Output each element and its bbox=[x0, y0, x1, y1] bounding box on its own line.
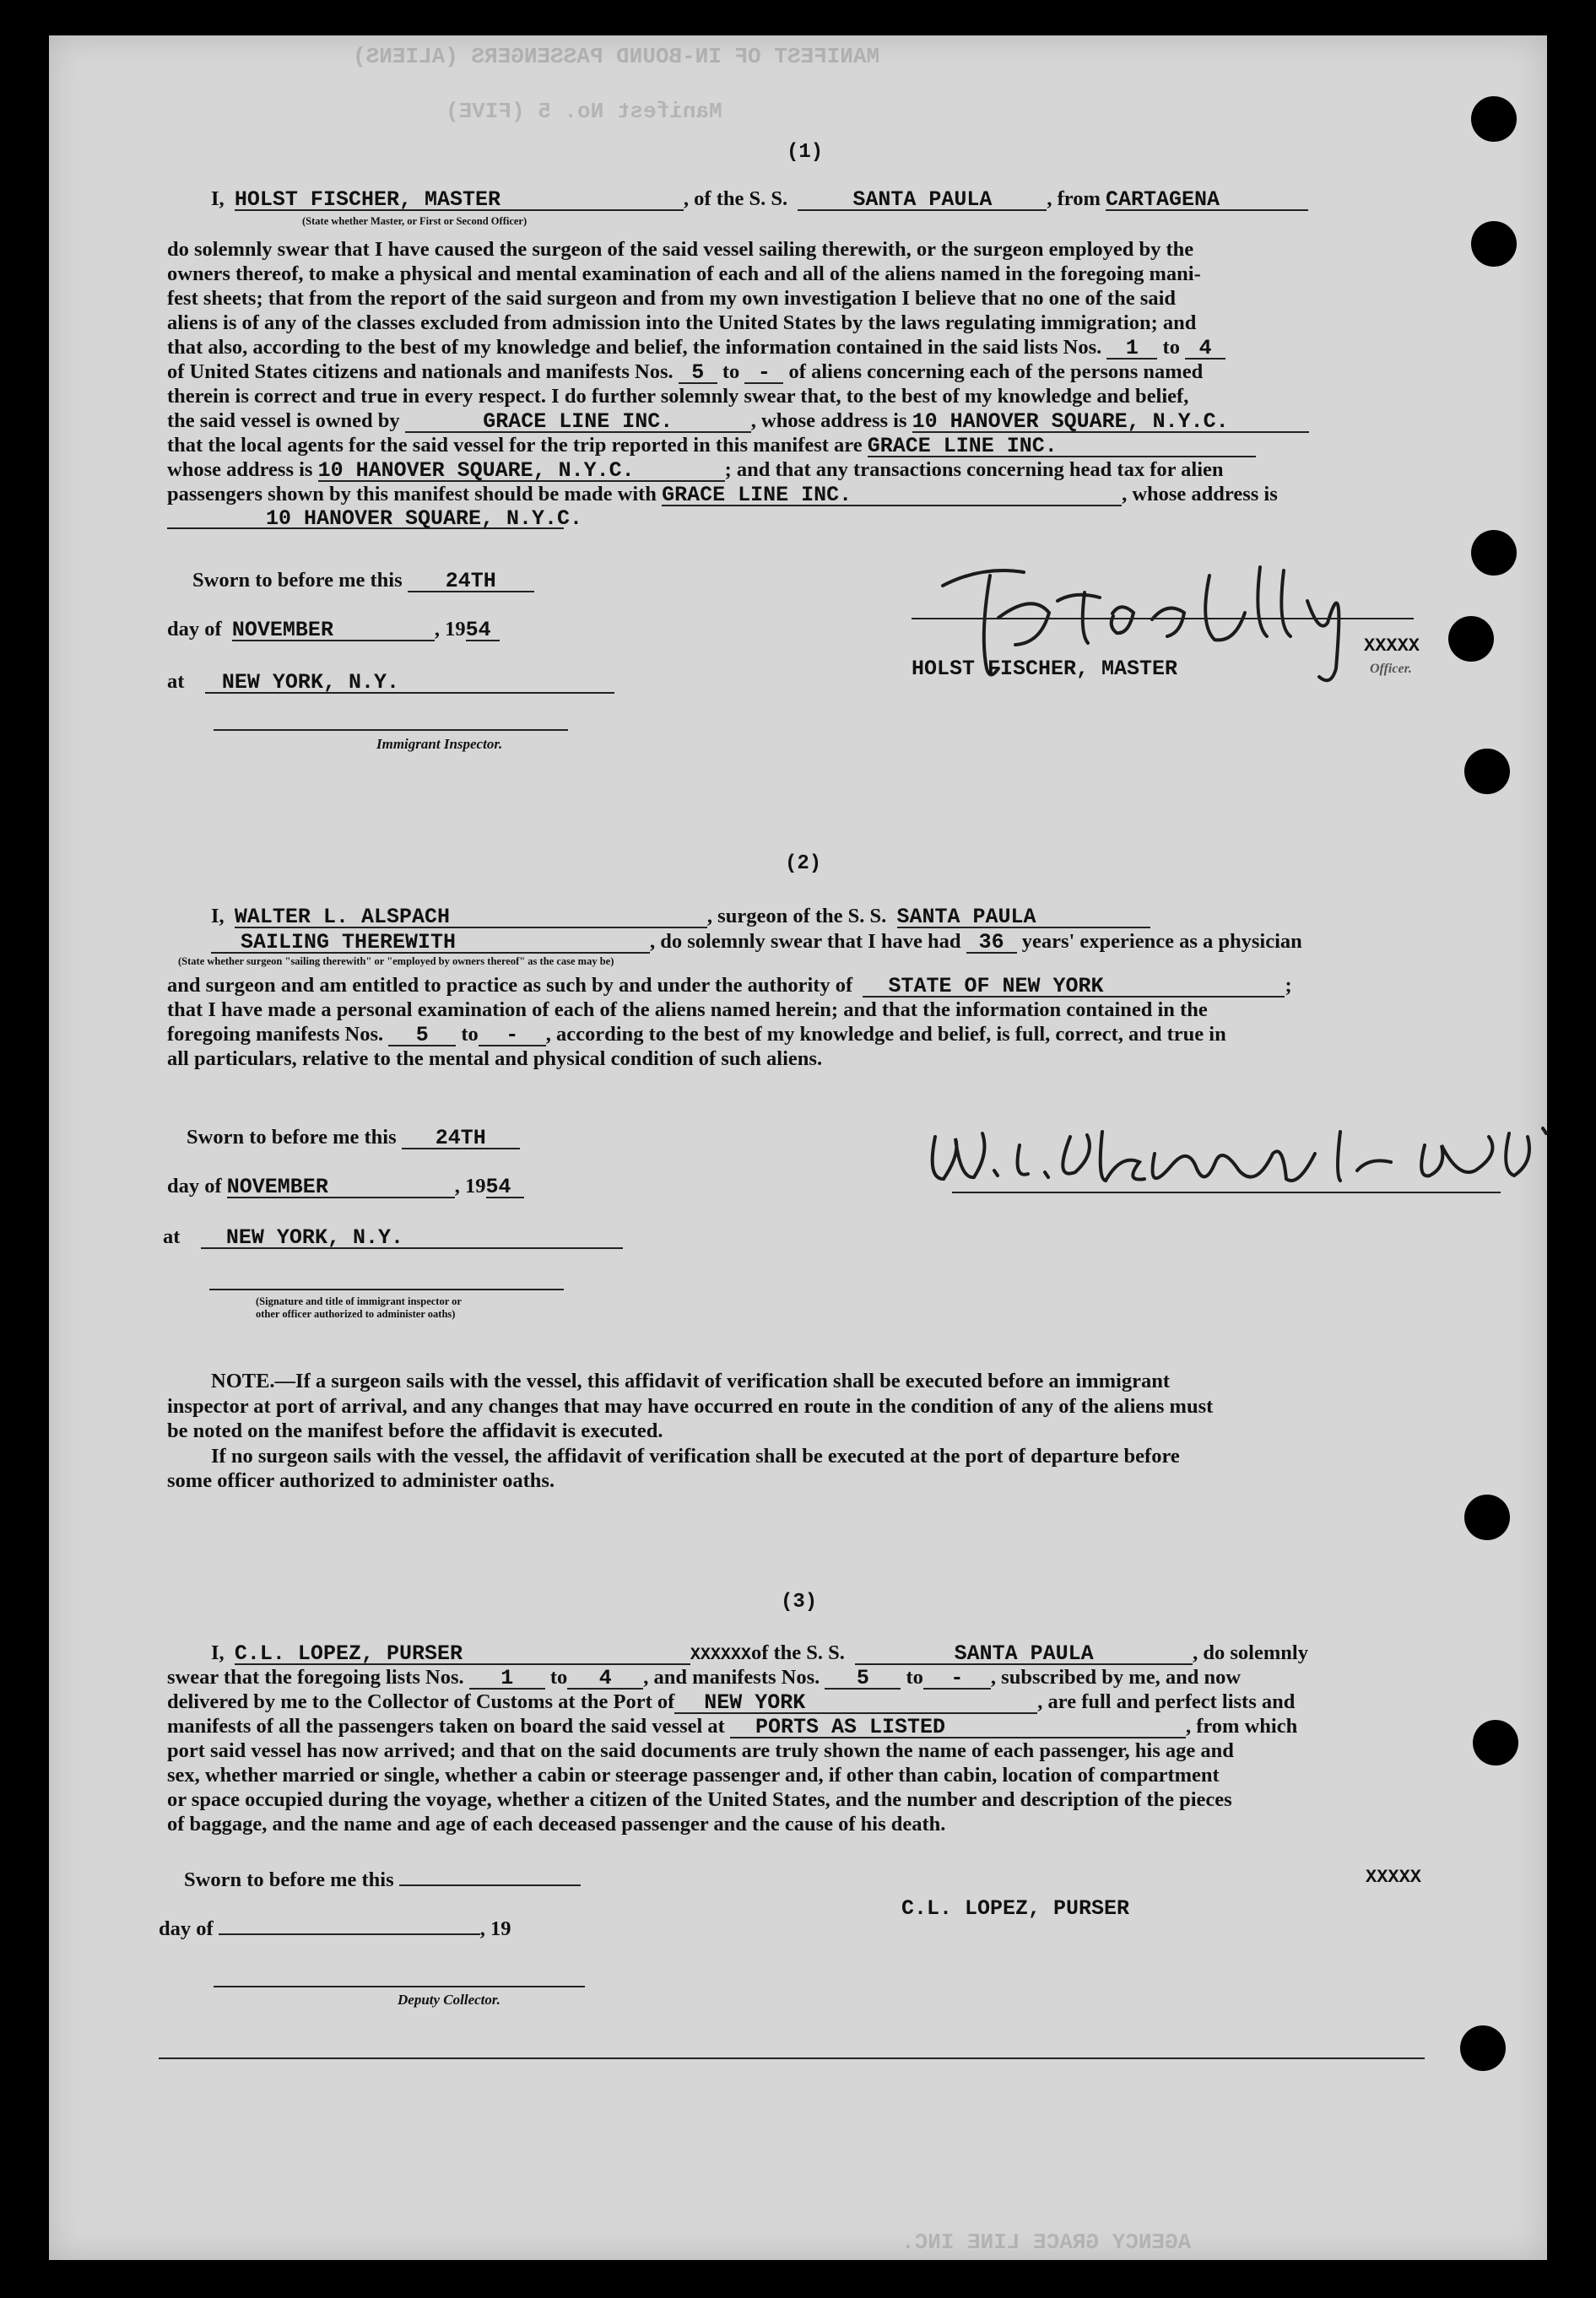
head-tax-address: 10 HANOVER SQUARE, N.Y.C. bbox=[266, 506, 583, 531]
purser-name: C.L. LOPEZ, PURSER bbox=[235, 1645, 690, 1665]
s1-text-2: owners thereof, to make a physical and mental examination of each and all of the aliens named in the foregoing mani- bbox=[167, 262, 1201, 285]
s3-text-6: sex, whether married or single, whether a cabin or steerage passenger and, if other than cabin, location of compartment bbox=[167, 1764, 1220, 1787]
s1-text-1: do solemnly swear that I have caused the surgeon of the said vessel sailing therewith, or the surgeon employed by the bbox=[167, 238, 1194, 261]
surgeon-capacity: SAILING THEREWITH bbox=[211, 933, 650, 954]
s3-sworn: Sworn to before me this bbox=[184, 1868, 581, 1892]
s3-text-3: delivered by me to the Collector of Customs at the Port of NEW YORK , are full and perfect lists and bbox=[167, 1690, 1296, 1715]
punch-hole bbox=[1471, 96, 1517, 142]
s3-text-7: or space occupied during the voyage, whether a citizen of the United States, and the number and description of the pieces bbox=[167, 1788, 1232, 1811]
s2-signature-rule bbox=[209, 1289, 564, 1290]
lists-to: 4 bbox=[1185, 339, 1225, 360]
master-signer: HOLST FISCHER, MASTER bbox=[912, 657, 1178, 681]
s3-text-2: swear that the foregoing lists Nos. 1 to 4 , and manifests Nos. 5 to - , subscribed by me, and now bbox=[167, 1666, 1242, 1690]
master-signature-rule bbox=[912, 618, 1414, 619]
collector-rule bbox=[214, 1986, 585, 1987]
s1-text-9: that the local agents for the said vessel for the trip reported in this manifest are GRACE LINE INC. bbox=[167, 434, 1256, 457]
punch-hole bbox=[1471, 221, 1517, 267]
s2-text-5: all particulars, relative to the mental and physical condition of such aliens. bbox=[167, 1047, 823, 1070]
address-rule bbox=[167, 527, 564, 529]
punch-hole bbox=[1471, 530, 1517, 576]
s2-note: NOTE.—If a surgeon sails with the vessel, this affidavit of verification shall be executed before an immigrant inspector at port of arrival, and any changes that may have occurred en route in the condition of any of the aliens must be noted on the manifest before the affidavit is executed. If no surgeon sails with the vessel, the affidavit of verification shall be executed at the port of departure before some officer authorized to administer oaths. bbox=[167, 1370, 1214, 1492]
s1-place: NEW YORK, N.Y. bbox=[205, 673, 614, 694]
deputy-collector-label: Deputy Collector. bbox=[398, 1992, 500, 2008]
s3-lists-from: 1 bbox=[469, 1669, 545, 1690]
lists-from: 1 bbox=[1106, 339, 1157, 360]
s1-sworn-day: 24TH bbox=[408, 572, 534, 592]
s2-at: at NEW YORK, N.Y. bbox=[163, 1225, 623, 1249]
vessel-owner: GRACE LINE INC. bbox=[405, 413, 751, 433]
punch-hole bbox=[1464, 749, 1510, 794]
manifest-from: 5 bbox=[679, 364, 717, 384]
agents-address: 10 HANOVER SQUARE, N.Y.C. bbox=[318, 462, 725, 482]
s1-year: 54 bbox=[466, 621, 500, 641]
s3-month bbox=[219, 1933, 480, 1935]
bleed-through-header: MANIFEST OF IN-BOUND PASSENGERS (ALIENS) bbox=[353, 44, 880, 69]
officer-strikeout: XXXXX bbox=[1364, 635, 1420, 657]
s3-vessel-name: SANTA PAULA bbox=[855, 1645, 1193, 1665]
document-page bbox=[49, 35, 1547, 2260]
head-tax-party: GRACE LINE INC. bbox=[662, 486, 1122, 506]
inspector-rule bbox=[214, 729, 568, 731]
s2-manifest-from: 5 bbox=[388, 1026, 456, 1046]
s1-text-3: fest sheets; that from the report of the said surgeon and from my own investigation I believe that no one of the said bbox=[167, 287, 1176, 310]
practice-authority: STATE OF NEW YORK bbox=[863, 977, 1285, 998]
s2-month: NOVEMBER bbox=[227, 1178, 455, 1198]
s1-text-8: the said vessel is owned by GRACE LINE INC. , whose address is 10 HANOVER SQUARE, N.Y.C. bbox=[167, 409, 1309, 433]
bottom-rule bbox=[159, 2057, 1425, 2059]
punch-hole bbox=[1460, 2025, 1506, 2071]
s2-sworn: Sworn to before me this 24TH bbox=[187, 1126, 520, 1149]
manifest-to: - bbox=[744, 364, 783, 384]
s2-vessel-name: SANTA PAULA bbox=[897, 908, 1150, 928]
s2-line-name: I, WALTER L. ALSPACH , surgeon of the S. S. SANTA PAULA bbox=[211, 905, 1150, 928]
s1-text-10: whose address is 10 HANOVER SQUARE, N.Y.C. ; and that any transactions concerning head tax for alien bbox=[167, 458, 1224, 483]
owner-address: 10 HANOVER SQUARE, N.Y.C. bbox=[912, 413, 1309, 433]
bleed-through-header-2: Manifest No. 5 (FIVE) bbox=[446, 99, 722, 124]
s2-text-4: foregoing manifests Nos. 5 to - , according to the best of my knowledge and belief, is full, correct, and true in bbox=[167, 1023, 1226, 1047]
section-number-1: (1) bbox=[787, 141, 824, 164]
master-name: HOLST FISCHER, MASTER bbox=[235, 191, 684, 211]
s3-lists-to: 4 bbox=[567, 1669, 643, 1690]
s3-officer-strikeout: XXXXX bbox=[1366, 1867, 1422, 1888]
punch-hole bbox=[1473, 1720, 1518, 1765]
s3-text-4: manifests of all the passengers taken on board the said vessel at PORTS AS LISTED , from which bbox=[167, 1715, 1298, 1739]
s2-capacity-note: (State whether surgeon "sailing therewith" or "employed by owners thereof" as the case may be) bbox=[178, 955, 614, 967]
punch-hole bbox=[1448, 616, 1494, 662]
s1-at: at NEW YORK, N.Y. bbox=[167, 670, 614, 694]
s3-strikeout: XXXXXX bbox=[690, 1646, 751, 1665]
s1-text-11: passengers shown by this manifest should be made with GRACE LINE INC. , whose address is bbox=[167, 483, 1278, 507]
arrival-port: NEW YORK bbox=[674, 1694, 1037, 1714]
s1-text-5: that also, according to the best of my knowledge and belief, the information contained in the said lists Nos. 1 to 4 bbox=[167, 336, 1225, 360]
purser-signer: C.L. LOPEZ, PURSER bbox=[901, 1896, 1130, 1921]
s2-day-of: day of NOVEMBER , 1954 bbox=[167, 1175, 524, 1198]
s1-line-name: I, HOLST FISCHER, MASTER , of the S. S. SANTA PAULA , from CARTAGENA bbox=[211, 187, 1308, 211]
s2-text-3: that I have made a personal examination of each of the aliens named herein; and that the information contained in the bbox=[167, 998, 1208, 1021]
role-note: (State whether Master, or First or Second Officer) bbox=[302, 215, 527, 227]
embarkation-ports: PORTS AS LISTED bbox=[730, 1718, 1186, 1738]
s3-line-name: I, C.L. LOPEZ, PURSER XXXXXXof the S. S. SANTA PAULA , do solemnly bbox=[211, 1641, 1308, 1666]
s2-text-2: and surgeon and am entitled to practice as such by and under the authority of STATE OF NEW YORK ; bbox=[167, 974, 1292, 998]
surgeon-name: WALTER L. ALSPACH bbox=[235, 908, 707, 928]
s3-manifest-to: - bbox=[923, 1669, 991, 1690]
surgeon-signature bbox=[918, 1120, 1560, 1200]
departure-port: CARTAGENA bbox=[1106, 191, 1308, 211]
s2-sworn-day: 24TH bbox=[402, 1129, 520, 1149]
s2-manifest-to: - bbox=[479, 1026, 546, 1046]
punch-hole bbox=[1464, 1495, 1510, 1540]
s1-text-4: aliens is of any of the classes excluded from admission into the United States by the laws regulating immigration; and bbox=[167, 311, 1197, 334]
bleed-through-footer: AGENCY GRACE LINE INC. bbox=[901, 2230, 1192, 2255]
s2-line-capacity: SAILING THEREWITH , do solemnly swear that I have had 36 years' experience as a physician bbox=[211, 930, 1302, 954]
section-number-3: (3) bbox=[781, 1591, 818, 1614]
s1-sworn: Sworn to before me this 24TH bbox=[192, 569, 534, 592]
years-experience: 36 bbox=[966, 933, 1017, 954]
s1-month: NOVEMBER bbox=[232, 621, 435, 641]
s1-inspector-label: Immigrant Inspector. bbox=[376, 736, 503, 752]
s3-text-5: port said vessel has now arrived; and that on the said documents are truly shown the name of each passenger, his age and bbox=[167, 1739, 1234, 1762]
s3-text-8: of baggage, and the name and age of each deceased passenger and the cause of his death. bbox=[167, 1813, 946, 1836]
local-agents: GRACE LINE INC. bbox=[868, 437, 1256, 457]
officer-label: Officer. bbox=[1370, 662, 1412, 676]
s2-sig-note-1: (Signature and title of immigrant inspector or bbox=[256, 1295, 462, 1307]
s1-text-7: therein is correct and true in every respect. I do further solemnly swear that, to the best of my knowledge and belief, bbox=[167, 385, 1189, 408]
s2-place: NEW YORK, N.Y. bbox=[201, 1229, 623, 1249]
s2-sig-note-2: other officer authorized to administer oaths) bbox=[256, 1308, 456, 1320]
section-number-2: (2) bbox=[785, 852, 822, 875]
vessel-name: SANTA PAULA bbox=[798, 191, 1047, 211]
s1-text-6: of United States citizens and nationals and manifests Nos. 5 to - of aliens concerning each of the persons named bbox=[167, 360, 1204, 385]
s3-sworn-day bbox=[399, 1884, 581, 1886]
s2-year: 54 bbox=[486, 1178, 524, 1198]
s3-day-of: day of , 19 bbox=[159, 1917, 511, 1940]
s1-day-of: day of NOVEMBER , 1954 bbox=[167, 618, 500, 641]
s3-manifest-from: 5 bbox=[825, 1669, 901, 1690]
